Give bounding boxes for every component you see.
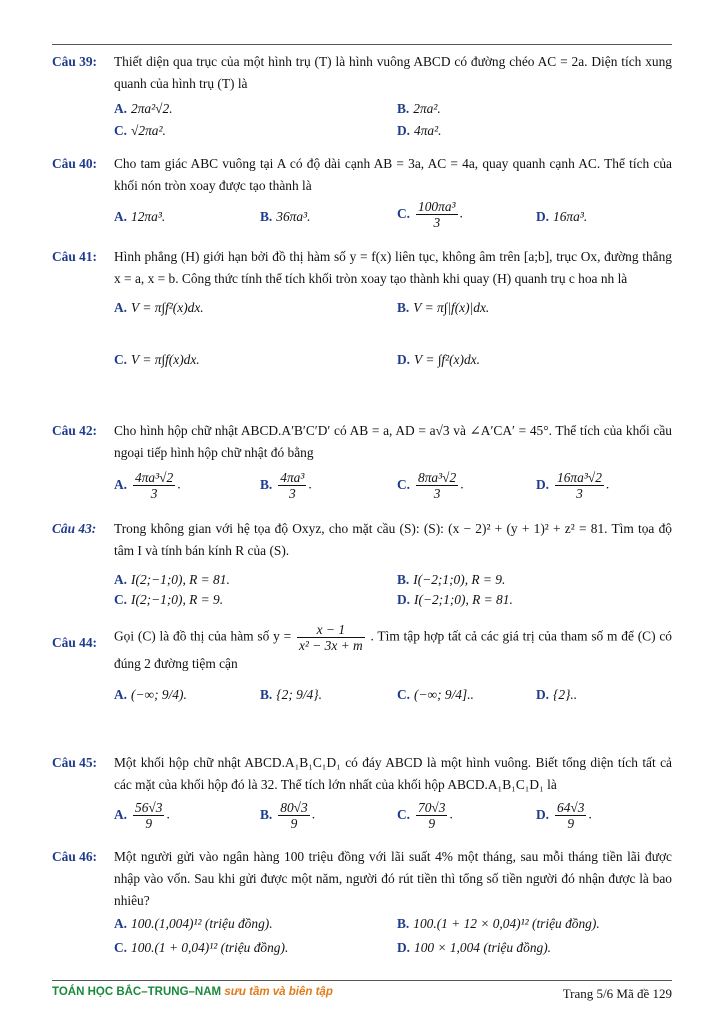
question-45	[52, 752, 672, 842]
option-b[interactable]: B. $\frac{\text{4πa³}}{3}$ .	[260, 470, 312, 501]
option-d[interactable]: D. I(−2;1;0), R = 81.	[397, 592, 513, 607]
question-40	[52, 153, 672, 237]
option-d[interactable]: D. V = ∫f²(x)dx.	[397, 352, 480, 367]
option-d[interactable]: D. 100 × 1,004 (triệu đồng).	[397, 940, 552, 955]
footer-rule	[52, 980, 672, 981]
option-c[interactable]: C. I(2;−1;0), R = 9.	[114, 592, 224, 607]
question-text: Gọi (C) là đồ thị của hàm số y = $\frac{x - 1}{\text{x² − 3x + m}}$ . Tìm tập hợp tất cả các giá trị của tham số m để (C) có đúng 2 đường tiệm cận	[114, 622, 672, 671]
question-text: Trong không gian với hệ tọa độ Oxyz, cho mặt cầu (S): (S): (x − 2)² + (y + 1)² + z² = 81. Tìm tọa độ tâm I và tính bán kính R của (S).	[114, 521, 672, 558]
question-text: Một khối hộp chữ nhật ABCD.A₁B₁C₁D₁ có đáy ABCD là một hình vuông. Biết tổng diện tích tất cả các mặt của khối hộp đó là 32. Thể tích lớn nhất của khối hộp ABCD.A₁B₁C₁D₁ là	[114, 755, 672, 792]
question-39	[52, 51, 672, 141]
question-number: Câu 43:	[52, 521, 97, 536]
option-b[interactable]: B. I(−2;1;0), R = 9.	[397, 572, 506, 587]
option-b[interactable]: B. {2; 9/4}.	[260, 687, 322, 702]
question-46	[52, 846, 672, 962]
question-44	[52, 622, 672, 715]
question-42	[52, 420, 672, 512]
question-number: Câu 41:	[52, 249, 98, 264]
option-a[interactable]: A. 12πa³.	[114, 209, 166, 224]
top-rule	[52, 44, 672, 45]
option-b[interactable]: B. 36πa³.	[260, 209, 311, 224]
option-c[interactable]: C. $\frac{70√3}{9}$ .	[397, 800, 453, 831]
option-a[interactable]: A. $\frac{\text{4πa³√2}}{3}$ .	[114, 470, 181, 501]
question-text: Thiết diện qua trục của một hình trụ (T) là hình vuông ABCD có đường chéo AC = 2a. Diện tích xung quanh của hình trụ (T) là	[114, 54, 672, 91]
option-a[interactable]: A. 2πa²√2.	[114, 101, 173, 116]
question-text: Cho hình hộp chữ nhật ABCD.A′B′C′D′ có AB = a, AD = a√3 và ∠A′CA′ = 45°. Thể tích của khối cầu ngoại tiếp hình hộp chữ nhật đó bằng	[114, 423, 672, 460]
question-number: Câu 39:	[52, 54, 98, 69]
footer-brand: TOÁN HỌC BẮC–TRUNG–NAM sưu tầm và biên tập	[52, 986, 333, 998]
option-d[interactable]: D. 4πa².	[397, 123, 442, 138]
option-a[interactable]: A. V = π∫f²(x)dx.	[114, 300, 204, 315]
question-number: Câu 45:	[52, 755, 98, 770]
option-c[interactable]: C. √2πa².	[114, 123, 166, 138]
option-b[interactable]: B. $\frac{80√3}{9}$ .	[260, 800, 316, 831]
option-a[interactable]: A. $\frac{56√3}{9}$ .	[114, 800, 170, 831]
question-number: Câu 44:	[52, 635, 98, 650]
option-a[interactable]: A. 100.(1,004)¹² (triệu đồng).	[114, 916, 273, 931]
option-d[interactable]: D. $\frac{64√3}{9}$ .	[536, 800, 592, 831]
page-footer	[52, 986, 672, 1004]
option-d[interactable]: D. 16πa³.	[536, 209, 588, 224]
option-c[interactable]: C. $\frac{\text{8πa³√2}}{3}$ .	[397, 470, 464, 501]
option-d[interactable]: D. {2}..	[536, 687, 578, 702]
option-b[interactable]: B. 2πa².	[397, 101, 441, 116]
question-41	[52, 246, 672, 390]
question-43	[52, 518, 672, 606]
option-c[interactable]: C. $\frac{\text{100πa³}}{3}$ .	[397, 199, 463, 230]
option-c[interactable]: C. V = π∫f(x)dx.	[114, 352, 200, 367]
option-a[interactable]: A. I(2;−1;0), R = 81.	[114, 572, 230, 587]
option-c[interactable]: C. 100.(1 + 0,04)¹² (triệu đồng).	[114, 940, 289, 955]
option-b[interactable]: B. 100.(1 + 12 × 0,04)¹² (triệu đồng).	[397, 916, 600, 931]
option-c[interactable]: C. (−∞; 9/4]..	[397, 687, 474, 702]
question-number: Câu 40:	[52, 156, 98, 171]
page-info: Trang 5/6 Mã đề 129	[562, 986, 672, 1001]
option-d[interactable]: D. $\frac{\text{16πa³√2}}{3}$ .	[536, 470, 610, 501]
question-text: Cho tam giác ABC vuông tại A có độ dài cạnh AB = 3a, AC = 4a, quay quanh cạnh AC. Thể tích của khối nón tròn xoay được tạo thành là	[114, 156, 672, 193]
option-b[interactable]: B. V = π∫|f(x)|dx.	[397, 300, 490, 315]
question-number: Câu 46:	[52, 849, 98, 864]
option-a[interactable]: A. (−∞; 9/4).	[114, 687, 187, 702]
question-number: Câu 42:	[52, 423, 98, 438]
question-text: Một người gửi vào ngân hàng 100 triệu đồng với lãi suất 4% một tháng, sau mỗi tháng tiền lãi được nhập vào vốn. Sau khi gửi được một năm, người đó rút tiền thì tổng số tiền người đó nhận được là bao nhiêu?	[114, 849, 672, 908]
question-text: Hình phẳng (H) giới hạn bởi đồ thị hàm số y = f(x) liên tục, không âm trên [a;b], trục Ox, đường thẳng x = a, x = b. Công thức tính thể tích khối tròn xoay tạo thành khi quay (H) quanh trụ c hoa nh là	[114, 249, 672, 286]
